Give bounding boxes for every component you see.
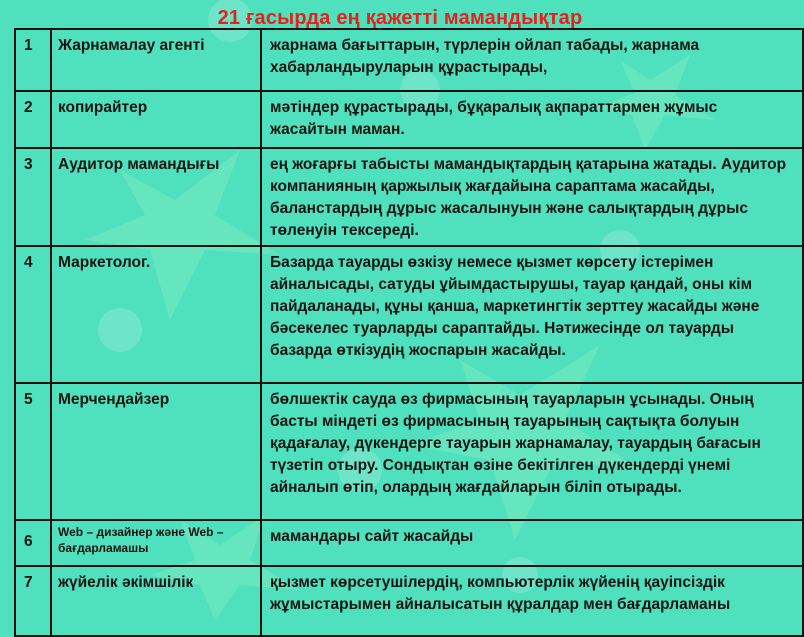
row-number: 5	[15, 383, 51, 520]
profession-description: мамандары сайт жасайды	[261, 520, 803, 566]
row-number: 3	[15, 148, 51, 246]
profession-name: копирайтер	[51, 91, 261, 148]
profession-name: Маркетолог.	[51, 246, 261, 383]
row-number: 7	[15, 566, 51, 636]
table-row	[15, 520, 803, 566]
profession-description: Базарда тауарды өзкізу немесе қызмет көрсету істерімен айналысады, сатуды ұйымдастырушы, тауар қандай, оны кім пайдаланады, құны қанша, маркетингтік зерттеу жасайды және бәсекелес туарларды сараптайды. Нәтижесінде ол тауарды базарда өткізудің жоспарын жасайды.	[261, 246, 803, 383]
table-row	[15, 246, 803, 383]
row-number: 4	[15, 246, 51, 383]
profession-description: жарнама бағыттарын, түрлерін ойлап табады, жарнама хабарландыруларын құрастырады,	[261, 29, 803, 91]
profession-description: мәтіндер құрастырады, бұқаралық ақпараттармен жұмыс жасайтын маман.	[261, 91, 803, 148]
professions-table-container	[14, 28, 804, 637]
row-number: 6	[15, 520, 51, 566]
table-row	[15, 91, 803, 148]
table-row	[15, 383, 803, 520]
profession-description: қызмет көрсетушілердің, компьютерлік жүйенің қауіпсіздік жұмыстарымен айналысатын құралдар мен бағдарламаны	[261, 566, 803, 636]
table-row	[15, 29, 803, 91]
profession-name: Аудитор мамандығы	[51, 148, 261, 246]
table-row	[15, 566, 803, 636]
profession-description: бөлшектік сауда өз фирмасының тауарларын ұсынады. Оның басты міндеті өз фирмасының тауарының сақтықта болуын қадағалау, дүкендерге тауарын жарнамалау, тауардың бағасын түзетіп отыру. Сондықтан өзіне бекітілген дүкендерді үнемі айналып өтіп, олардың жағдайларын біліп отырады.	[261, 383, 803, 520]
table-row	[15, 148, 803, 246]
professions-table	[14, 28, 804, 637]
profession-name: Web – дизайнер және Web – бағдарламашы	[51, 520, 261, 566]
profession-name: Мерчендайзер	[51, 383, 261, 520]
profession-description: ең жоғарғы табысты мамандықтардың қатарына жатады. Аудитор компанияның қаржылық жағдайына сараптама жасайды, баланстардың дұрыс жасалынуын және салықтардың дұрыс төленуін тексереді.	[261, 148, 803, 246]
profession-name: Жарнамалау агенті	[51, 29, 261, 91]
row-number: 1	[15, 29, 51, 91]
profession-name: жүйелік әкімшілік	[51, 566, 261, 636]
row-number: 2	[15, 91, 51, 148]
page-title: 21 ғасырда ең қажетті мамандықтар	[217, 7, 583, 29]
